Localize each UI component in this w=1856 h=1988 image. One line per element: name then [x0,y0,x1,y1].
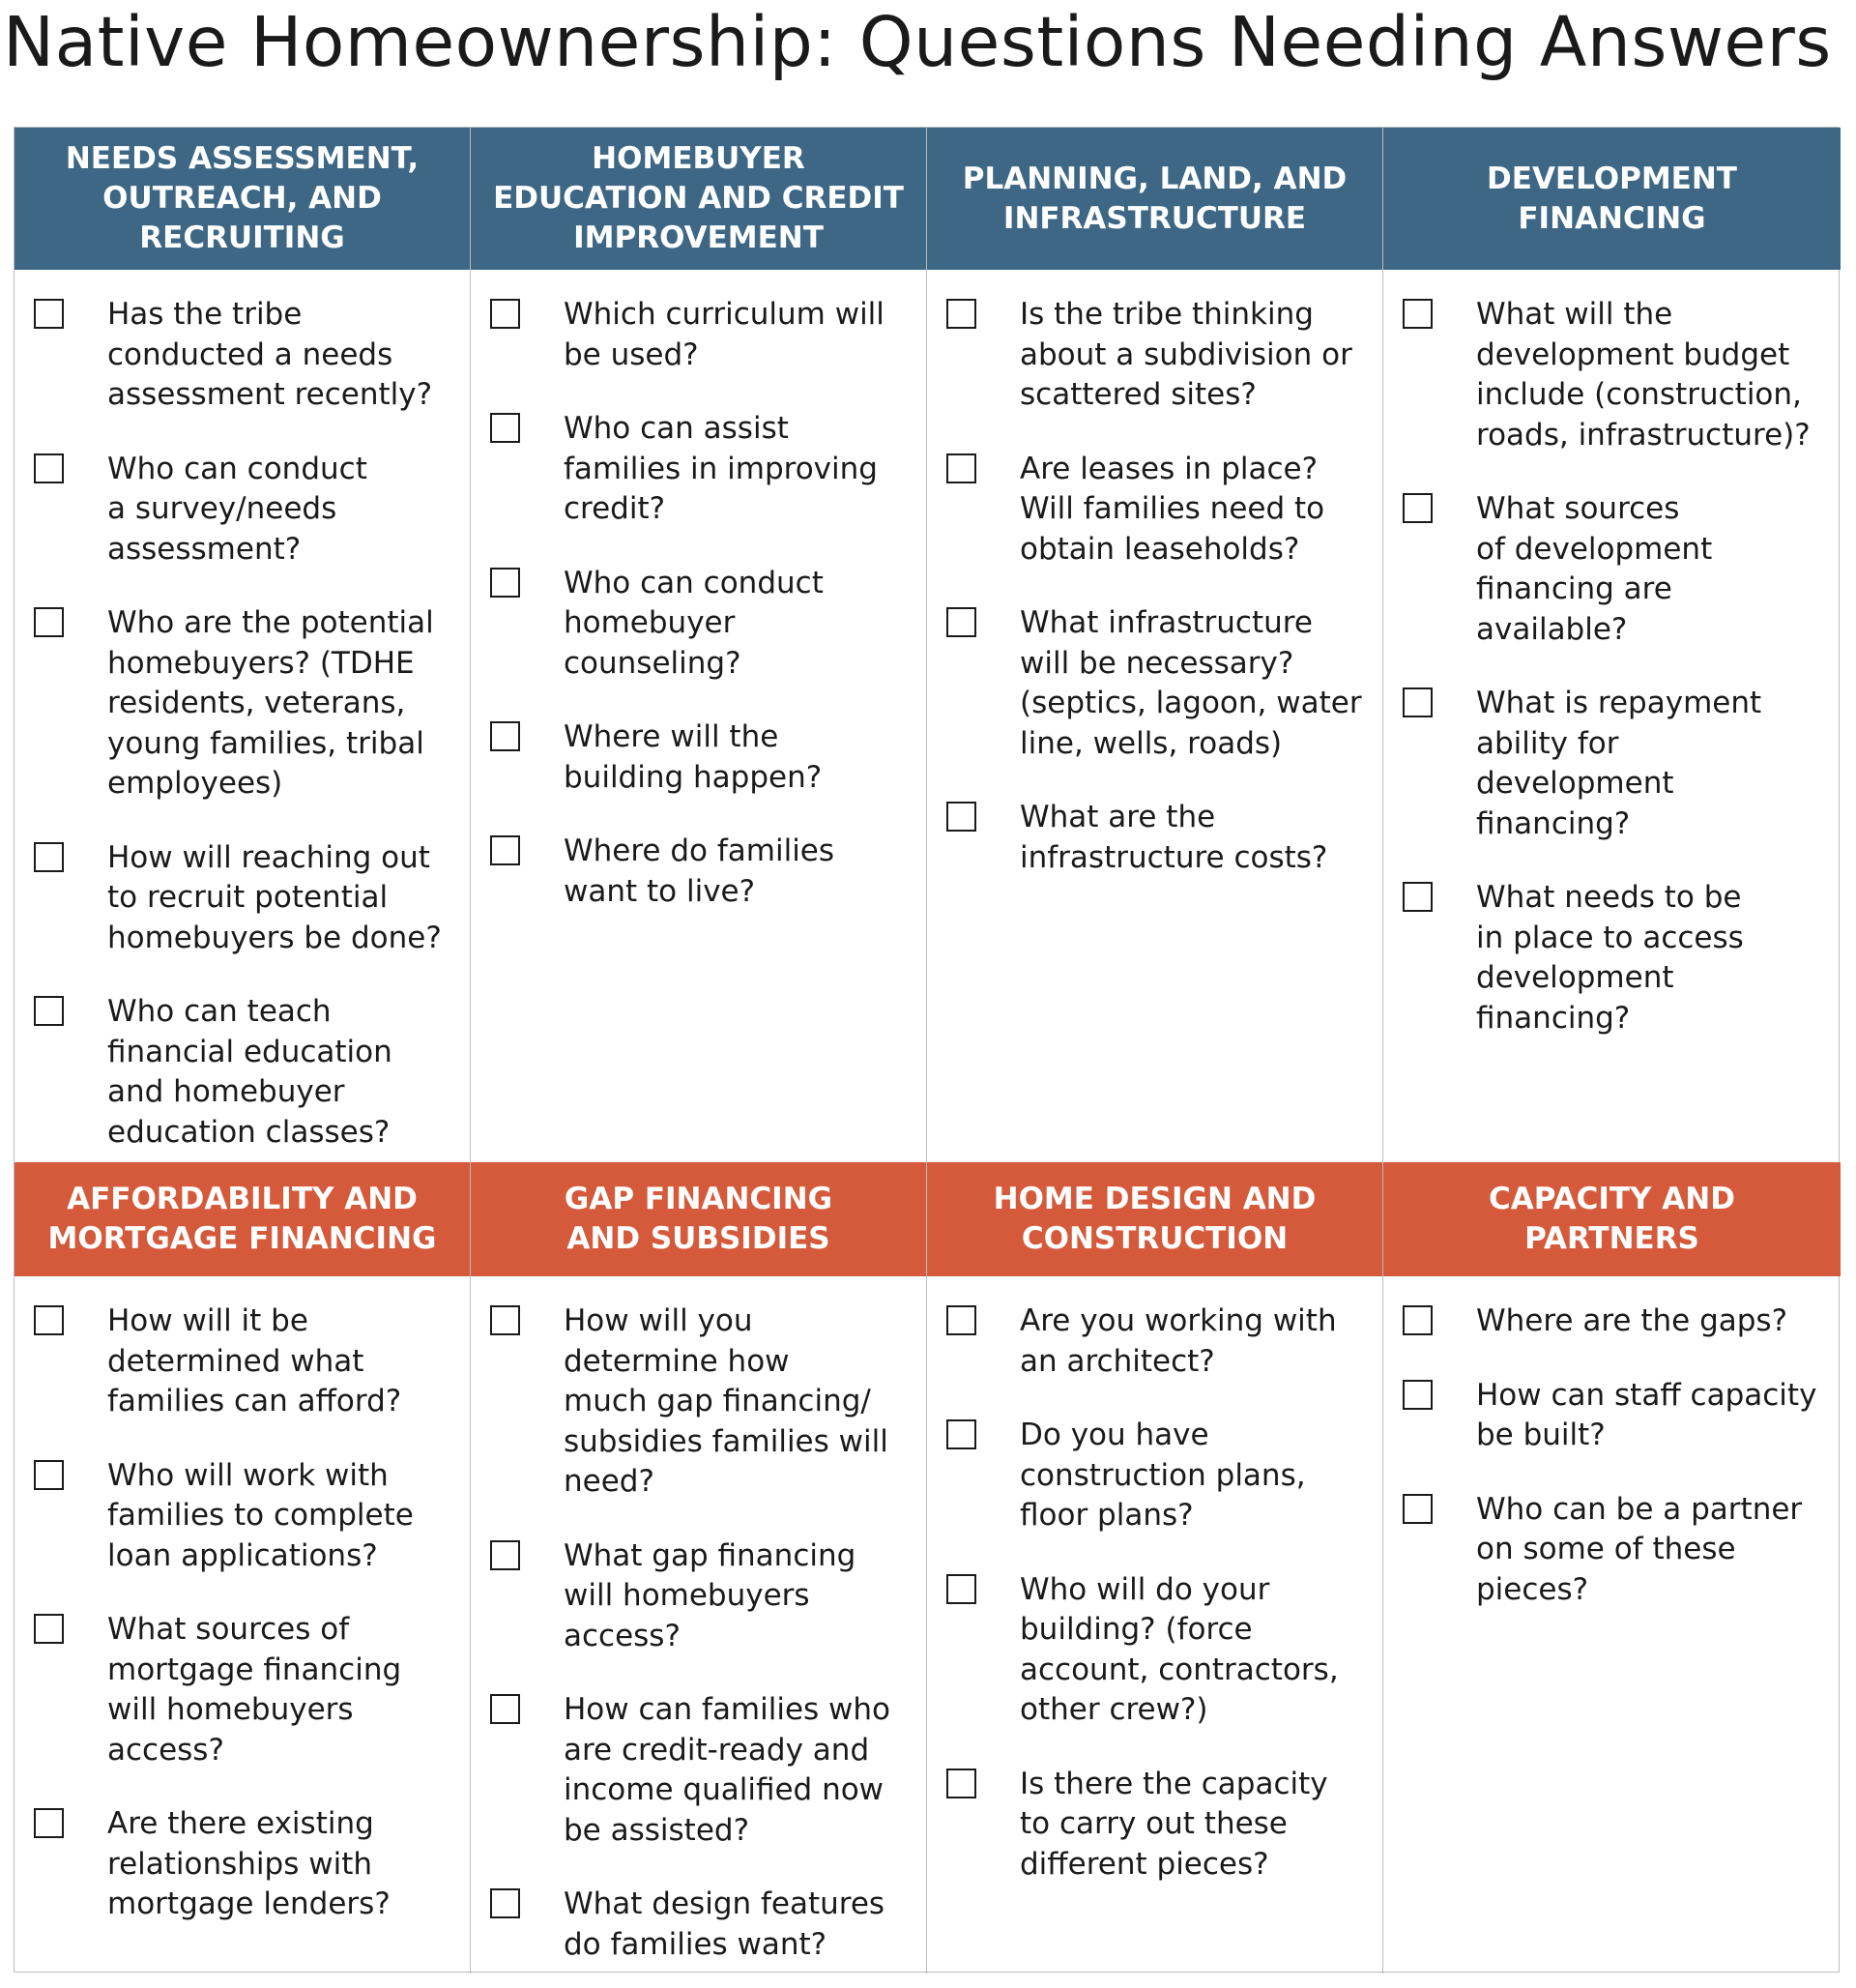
question-text: Are there existing relationships with mortgage lenders? [107,1806,391,1921]
checkbox[interactable] [34,607,64,637]
checkbox[interactable] [1403,493,1433,523]
section-header [1383,1162,1841,1276]
checklist-item [1403,1490,1831,1611]
checkbox[interactable] [946,453,976,483]
checklist-item [34,603,460,804]
checkbox[interactable] [490,1540,520,1570]
section-header-text: NEEDS ASSESSMENT, OUTREACH, AND RECRUITING [65,141,420,255]
question-text: Who will do your building? (force account, contractors, other crew?) [1020,1571,1339,1727]
section-questions [14,270,471,1162]
section-questions [14,1276,471,1973]
section-header-text: AFFORDABILITY AND MORTGAGE FINANCING [47,1182,437,1256]
question-text: How will it be determined what families can afford? [107,1303,402,1418]
checkbox[interactable] [490,1694,520,1724]
question-text: Has the tribe conducted a needs assessment recently? [107,297,433,412]
checklist-item [34,1610,460,1770]
checkbox[interactable] [490,1888,520,1918]
question-text: What design features do families want? [564,1886,885,1962]
question-text: Where are the gaps? [1476,1303,1788,1338]
question-text: What gap financing will homebuyers access? [564,1537,856,1653]
question-text: Are leases in place? Will families need to obtain leaseholds? [1020,451,1325,567]
question-text: Who will work with families to complete loan applications? [107,1457,414,1573]
question-text: Which curriculum will be used? [564,297,884,372]
checkbox[interactable] [946,299,976,329]
checkbox[interactable] [490,1305,520,1335]
section-header [927,128,1383,270]
section-header-text: HOMEBUYER EDUCATION AND CREDIT IMPROVEMENT [493,141,904,255]
checklist-item [34,450,460,570]
checklist-item [946,1416,1373,1536]
checklist-item [490,1885,916,1965]
checklist-item [946,1570,1373,1731]
checkbox[interactable] [946,1769,976,1798]
checklist-item [946,295,1373,416]
checkbox[interactable] [1403,1305,1433,1335]
question-grid [14,127,1840,1973]
question-text: Who can teach financial education and homebuyer education classes? [107,994,392,1150]
checkbox[interactable] [34,1808,64,1838]
section-header-text: HOME DESIGN AND CONSTRUCTION [993,1182,1317,1256]
checkbox[interactable] [34,453,64,483]
checkbox[interactable] [34,842,64,872]
question-text: What sources of development financing are available? [1476,491,1713,647]
checklist-item [34,295,460,416]
section-questions [1383,1276,1841,1973]
section-questions [471,270,927,1162]
question-text: What are the infrastructure costs? [1020,800,1328,875]
question-text: Who can conduct homebuyer counseling? [564,565,824,681]
section-header [471,1162,927,1276]
checklist-item [490,1536,916,1657]
question-text: How will reaching out to recruit potential homebuyers be done? [107,839,442,955]
checklist-item [490,717,916,798]
section-questions [927,270,1383,1162]
section-questions [471,1276,927,1973]
question-text: Is the tribe thinking about a subdivision or scattered sites? [1020,297,1352,412]
checklist-item [1403,1301,1831,1342]
checklist-item [1403,878,1831,1038]
question-text: What is repayment ability for development financing? [1476,686,1762,841]
question-text: What infrastructure will be necessary? (septics, lagoon, water line, wells, roads) [1020,605,1362,761]
question-text: Are you working with an architect? [1020,1303,1337,1379]
checklist-item [1403,489,1831,650]
checkbox[interactable] [946,1419,976,1449]
checklist-item [34,992,460,1153]
checkbox[interactable] [490,413,520,443]
question-text: What will the development budget include (construction, roads, infrastructure)? [1476,297,1811,453]
checkbox[interactable] [490,568,520,598]
checklist-item [1403,1376,1831,1456]
checkbox[interactable] [34,996,64,1026]
section-header-text: DEVELOPMENT FINANCING [1487,161,1737,236]
checklist-item [946,1301,1373,1382]
question-text: Do you have construction plans, floor plans? [1020,1418,1306,1533]
section-header [927,1162,1383,1276]
checklist-item [34,1804,460,1925]
checklist-item [946,1765,1373,1886]
checklist-item [490,295,916,375]
checkbox[interactable] [34,1460,64,1490]
question-text: Is there the capacity to carry out these different pieces? [1020,1766,1328,1882]
checkbox[interactable] [490,721,520,751]
question-text: How will you determine how much gap financing/ subsidies families will need? [564,1303,888,1499]
checkbox[interactable] [490,299,520,329]
checkbox[interactable] [946,1305,976,1335]
checkbox[interactable] [946,802,976,832]
section-header [471,128,927,270]
checkbox[interactable] [946,607,976,637]
checkbox[interactable] [1403,1380,1433,1410]
section-header-text: CAPACITY AND PARTNERS [1489,1182,1735,1256]
checkbox[interactable] [1403,687,1433,717]
checklist-item [946,798,1373,878]
checklist-item [1403,684,1831,844]
checklist-item [490,564,916,685]
question-text: What needs to be in place to access development financing? [1476,880,1744,1036]
section-header-text: GAP FINANCING AND SUBSIDIES [564,1182,833,1256]
question-text: How can staff capacity be built? [1476,1377,1817,1452]
page-title: Native Homeownership: Questions Needing Answers [3,2,1832,82]
question-text: Where do families want to live? [564,833,835,909]
section-questions [1383,270,1841,1162]
checklist-item [490,1301,916,1503]
checkbox[interactable] [1403,299,1433,329]
checklist-item [490,832,916,912]
checklist-item [946,603,1373,764]
checkbox[interactable] [490,835,520,865]
checkbox[interactable] [34,1614,64,1644]
section-header [1383,128,1841,270]
question-text: Who can be a partner on some of these pieces? [1476,1491,1803,1607]
section-header [14,1162,471,1276]
checklist-item [34,1456,460,1577]
question-text: Who can conduct a survey/needs assessment? [107,451,367,567]
checkbox[interactable] [1403,1494,1433,1524]
checkbox[interactable] [946,1574,976,1604]
checklist-item [1403,295,1831,455]
question-text: Where will the building happen? [564,719,823,795]
checklist-item [490,1690,916,1851]
question-text: Who can assist families in improving credit? [564,411,878,526]
section-header-text: PLANNING, LAND, AND INFRASTRUCTURE [962,161,1348,236]
checkbox[interactable] [1403,882,1433,912]
question-text: How can families who are credit-ready and income qualified now be assisted? [564,1692,891,1848]
question-text: Who are the potential homebuyers? (TDHE residents, veterans, young families, tribal employees) [107,605,434,801]
section-questions [927,1276,1383,1973]
section-header [14,128,471,270]
checklist-item [34,838,460,959]
checklist-item [490,409,916,530]
question-text: What sources of mortgage financing will homebuyers access? [107,1612,402,1768]
checklist-item [34,1301,460,1422]
checkbox[interactable] [34,1305,64,1335]
checkbox[interactable] [34,299,64,329]
checklist-item [946,450,1373,570]
